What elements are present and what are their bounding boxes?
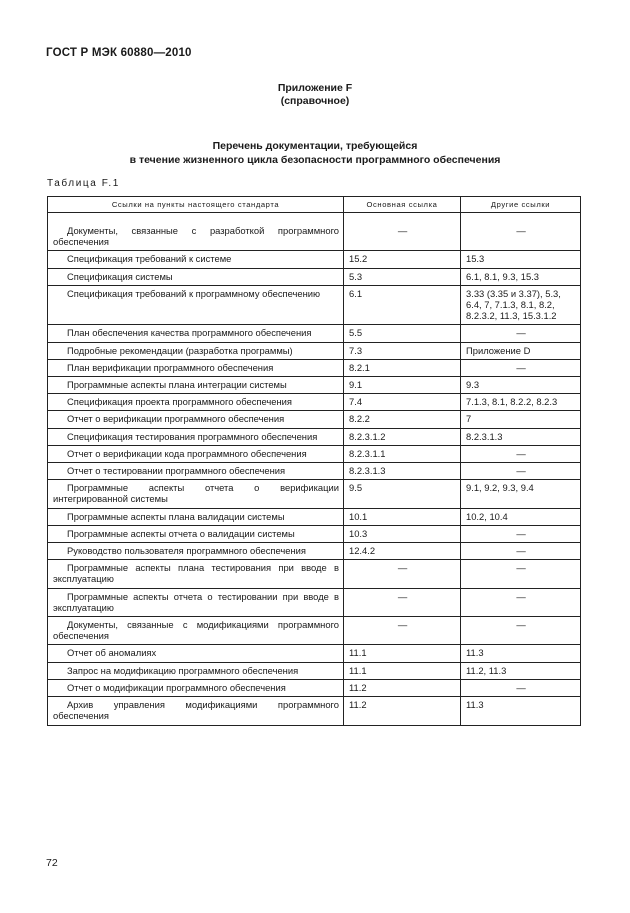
row-main-reference: 8.2.3.1.1 (344, 445, 461, 462)
row-main-reference: 11.1 (344, 662, 461, 679)
row-document-name: Спецификация системы (48, 268, 344, 285)
table-row (48, 525, 581, 542)
row-other-references: — (461, 588, 581, 616)
row-other-references: 11.3 (461, 697, 581, 725)
row-other-references: — (461, 525, 581, 542)
table-row (48, 560, 581, 588)
row-document-name: Программные аспекты отчета о верификации интегрированной системы (48, 480, 344, 508)
row-main-reference: 9.5 (344, 480, 461, 508)
row-other-references: 7.1.3, 8.1, 8.2.2, 8.2.3 (461, 394, 581, 411)
row-document-name: Запрос на модификацию программного обеспечения (48, 662, 344, 679)
appendix-subtitle: (справочное) (280, 95, 350, 107)
row-document-name: Программные аспекты плана интеграции системы (48, 377, 344, 394)
row-other-references: Приложение D (461, 342, 581, 359)
table-row (48, 359, 581, 376)
table-row (48, 617, 581, 645)
row-other-references: 7 (461, 411, 581, 428)
table-row (48, 223, 581, 251)
row-document-name: Руководство пользователя программного обеспечения (48, 543, 344, 560)
row-main-reference: 5.3 (344, 268, 461, 285)
row-other-references: 9.3 (461, 377, 581, 394)
row-other-references: 11.3 (461, 645, 581, 662)
row-other-references: 6.1, 8.1, 9.3, 15.3 (461, 268, 581, 285)
row-document-name: Спецификация требований к программному обеспечению (48, 285, 344, 325)
row-main-reference: — (344, 223, 461, 251)
row-document-name: Отчет о верификации кода программного обеспечения (48, 445, 344, 462)
row-main-reference: 6.1 (344, 285, 461, 325)
row-document-name: Архив управления модификациями программного обеспечения (48, 697, 344, 725)
row-other-references: — (461, 543, 581, 560)
row-document-name: Программные аспекты плана тестирования при вводе в эксплуатацию (48, 560, 344, 588)
row-document-name: Отчет об аномалиях (48, 645, 344, 662)
table-spacer-row (48, 213, 581, 224)
row-document-name: Программные аспекты плана валидации системы (48, 508, 344, 525)
row-other-references: 3.33 (3.35 и 3.37), 5.3, 6.4, 7, 7.1.3, 8.1, 8.2, 8.2.3.2, 11.3, 15.3.1.2 (461, 285, 581, 325)
row-other-references: 9.1, 9.2, 9.3, 9.4 (461, 480, 581, 508)
row-other-references: — (461, 463, 581, 480)
row-main-reference: 8.2.3.1.2 (344, 428, 461, 445)
row-main-reference: 9.1 (344, 377, 461, 394)
row-document-name: Документы, связанные с модификациями программного обеспечения (48, 617, 344, 645)
table-row (48, 463, 581, 480)
row-main-reference: 10.3 (344, 525, 461, 542)
row-main-reference: 10.1 (344, 508, 461, 525)
row-main-reference: 11.2 (344, 697, 461, 725)
document-title (0, 139, 630, 167)
table-row (48, 411, 581, 428)
table-row (48, 285, 581, 325)
row-other-references: — (461, 560, 581, 588)
row-other-references: 8.2.3.1.3 (461, 428, 581, 445)
table-row (48, 251, 581, 268)
document-title-line-1: Перечень документации, требующейся (212, 140, 418, 152)
row-other-references: — (461, 325, 581, 342)
documentation-table (47, 196, 581, 726)
table-row (48, 428, 581, 445)
table-row (48, 325, 581, 342)
table-row (48, 645, 581, 662)
table-row (48, 697, 581, 725)
row-main-reference: 15.2 (344, 251, 461, 268)
appendix-title: Приложение F (277, 82, 353, 94)
row-main-reference: 7.4 (344, 394, 461, 411)
table-row (48, 394, 581, 411)
row-document-name: Подробные рекомендации (разработка программы) (48, 342, 344, 359)
row-other-references: 10.2, 10.4 (461, 508, 581, 525)
row-other-references: — (461, 223, 581, 251)
row-document-name: План верификации программного обеспечения (48, 359, 344, 376)
row-main-reference: 11.1 (344, 645, 461, 662)
row-other-references: 11.2, 11.3 (461, 662, 581, 679)
table-header-row (48, 197, 581, 213)
row-other-references: 15.3 (461, 251, 581, 268)
row-main-reference: 5.5 (344, 325, 461, 342)
row-other-references: — (461, 679, 581, 696)
page-number: 72 (46, 857, 58, 869)
table-row (48, 268, 581, 285)
row-main-reference: 8.2.2 (344, 411, 461, 428)
row-main-reference: — (344, 588, 461, 616)
appendix-heading (0, 82, 630, 108)
row-other-references: — (461, 445, 581, 462)
row-document-name: Спецификация требований к системе (48, 251, 344, 268)
row-document-name: План обеспечения качества программного обеспечения (48, 325, 344, 342)
row-main-reference: 7.3 (344, 342, 461, 359)
row-document-name: Отчет о верификации программного обеспечения (48, 411, 344, 428)
table-row (48, 445, 581, 462)
row-document-name: Отчет о тестировании программного обеспечения (48, 463, 344, 480)
table-body (48, 213, 581, 726)
table-row (48, 662, 581, 679)
row-main-reference: — (344, 560, 461, 588)
table-caption: Таблица F.1 (47, 178, 120, 189)
table-row (48, 508, 581, 525)
row-other-references: — (461, 359, 581, 376)
table-row (48, 588, 581, 616)
row-document-name: Отчет о модификации программного обеспечения (48, 679, 344, 696)
row-document-name: Программные аспекты отчета о валидации системы (48, 525, 344, 542)
row-document-name: Спецификация тестирования программного обеспечения (48, 428, 344, 445)
row-main-reference: 11.2 (344, 679, 461, 696)
column-header-references: Ссылки на пункты настоящего стандарта (48, 197, 344, 213)
row-main-reference: — (344, 617, 461, 645)
document-standard-header: ГОСТ Р МЭК 60880—2010 (46, 47, 192, 59)
table-row (48, 679, 581, 696)
table-row (48, 480, 581, 508)
row-main-reference: 12.4.2 (344, 543, 461, 560)
column-header-other-references: Другие ссылки (461, 197, 581, 213)
row-other-references: — (461, 617, 581, 645)
table-row (48, 377, 581, 394)
column-header-main-reference: Основная ссылка (344, 197, 461, 213)
document-title-line-2: в течение жизненного цикла безопасности программного обеспечения (129, 154, 501, 166)
row-main-reference: 8.2.3.1.3 (344, 463, 461, 480)
row-document-name: Спецификация проекта программного обеспечения (48, 394, 344, 411)
row-document-name: Программные аспекты отчета о тестировании при вводе в эксплуатацию (48, 588, 344, 616)
row-main-reference: 8.2.1 (344, 359, 461, 376)
row-document-name: Документы, связанные с разработкой программного обеспечения (48, 223, 344, 251)
table-row (48, 543, 581, 560)
table-row (48, 342, 581, 359)
